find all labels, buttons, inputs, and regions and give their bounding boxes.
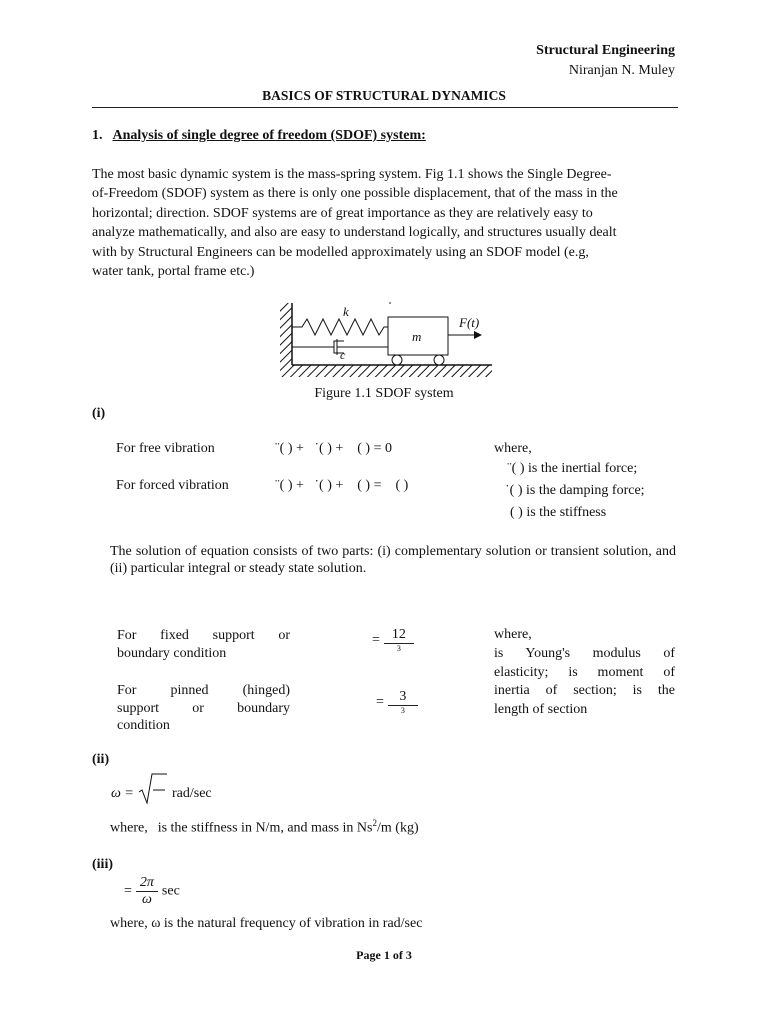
- def-inertial-force: ¨( ) is the inertial force;: [507, 461, 638, 476]
- pinned-fraction: [388, 689, 418, 716]
- header-author: Niranjan N. Muley: [568, 63, 675, 78]
- label-k: k: [343, 304, 349, 319]
- pinned-denominator: 3: [388, 705, 418, 716]
- pinned-stiffness-formula: [376, 689, 418, 716]
- spring: [292, 319, 388, 335]
- document-title: BASICS OF STRUCTURAL DYNAMICS: [262, 88, 506, 103]
- fixed-line-2: boundary condition: [117, 645, 227, 661]
- section-heading: [92, 128, 426, 144]
- part-ii-where-text: is the stiffness in N/m, and mass in Ns: [157, 820, 373, 836]
- pinned-line-2: support or boundary: [117, 700, 290, 716]
- table-description: [494, 645, 675, 719]
- paragraph-line: horizontal; direction. SDOF systems are of great importance as they are relatively easy to: [92, 205, 593, 221]
- period-formula: [124, 875, 180, 908]
- forced-vibration-label: For forced vibration: [116, 478, 229, 493]
- part-iii-where: where, ω is the natural frequency of vibration in rad/sec: [110, 916, 423, 931]
- desc-line-4: length of section: [494, 701, 588, 717]
- label-c: c: [340, 348, 346, 362]
- part-ii-label: (ii): [92, 752, 110, 767]
- fixed-numerator: 12: [391, 627, 406, 642]
- intro-paragraph: [92, 165, 676, 281]
- paragraph-line: of-Freedom (SDOF) system as there is only one possible displacement, that of the mass in the: [92, 186, 618, 202]
- period-eq-sign: =: [124, 883, 132, 899]
- paragraph-line: The most basic dynamic system is the mass-spring system. Fig 1.1 shows the Single Degree-: [92, 167, 612, 182]
- omega-lhs: ω =: [111, 786, 134, 801]
- wheel-right: [434, 355, 444, 365]
- part-ii-where-suffix: /m (kg): [377, 820, 419, 836]
- pinned-support-label: [117, 682, 290, 735]
- free-vibration-label: For free vibration: [116, 441, 215, 456]
- desc-line-3: inertia of section; is the: [494, 683, 675, 698]
- where-label: where,: [494, 441, 532, 456]
- label-m: m: [412, 329, 422, 344]
- paragraph-line: with by Structural Engineers can be modelled approximately using an SDOF model (e.g,: [92, 244, 589, 260]
- wheel-left: [392, 355, 402, 365]
- part-ii-where: [110, 818, 419, 837]
- def-stiffness: ( ) is the stiffness: [510, 505, 607, 520]
- forced-vibration-equation: ¨( ) + ˙( ) + ( ) = ( ): [275, 478, 409, 493]
- period-numerator: 2π: [139, 875, 154, 890]
- part-i-label: (i): [92, 406, 106, 421]
- floor-hatch: [280, 365, 492, 377]
- header-subject: Structural Engineering: [536, 43, 675, 58]
- fixed-line-1: For fixed support or: [117, 628, 290, 643]
- period-unit: sec: [161, 883, 180, 899]
- period-denominator: ω: [136, 891, 158, 908]
- header-rule: [92, 107, 678, 108]
- pinned-eq-sign: =: [376, 694, 384, 710]
- force-arrowhead: [474, 331, 482, 339]
- paragraph-line: water tank, portal frame etc.): [92, 264, 255, 280]
- pinned-line-1: For pinned (hinged): [117, 683, 290, 698]
- wall-hatch: [280, 303, 292, 365]
- paragraph-line: analyze mathematically, and also are easy to understand logically, and structures usually dealt: [92, 225, 617, 241]
- sdof-figure: [270, 295, 500, 385]
- part-ii-where-prefix: where,: [110, 820, 148, 836]
- section-number: 1.: [92, 128, 103, 143]
- label-force: F(t): [459, 315, 480, 330]
- omega-unit: rad/sec: [172, 786, 212, 801]
- section-title: Analysis of single degree of freedom (SDOF) system:: [112, 128, 426, 143]
- table-where-label: where,: [494, 627, 532, 642]
- fixed-denominator: 3: [384, 643, 414, 654]
- fixed-eq-sign: =: [372, 632, 380, 648]
- pinned-line-3: condition: [117, 718, 170, 733]
- fixed-fraction: [384, 627, 414, 654]
- desc-line-2: elasticity; is moment of: [494, 664, 675, 680]
- free-vibration-equation: ¨( ) + ˙( ) + ( ) = 0: [275, 441, 392, 456]
- fixed-stiffness-formula: [372, 627, 414, 654]
- def-damping-force: ˙( ) is the damping force;: [505, 483, 645, 498]
- period-fraction: [136, 875, 158, 908]
- page-footer: Page 1 of 3: [356, 948, 412, 962]
- part-ii-where-sup: 2: [372, 818, 377, 828]
- solution-paragraph: The solution of equation consists of two parts: (i) complementary solution or transient solution, and (ii) particular integral or steady state solution.: [110, 544, 676, 576]
- figure-caption: Figure 1.1 SDOF system: [314, 386, 454, 401]
- sqrt-sign: [138, 772, 168, 806]
- pinned-numerator: 3: [399, 689, 407, 704]
- part-iii-label: (iii): [92, 857, 113, 872]
- figure-dot: [389, 302, 391, 304]
- fixed-support-label: [117, 627, 290, 662]
- desc-line-1: is Young's modulus of: [494, 646, 675, 661]
